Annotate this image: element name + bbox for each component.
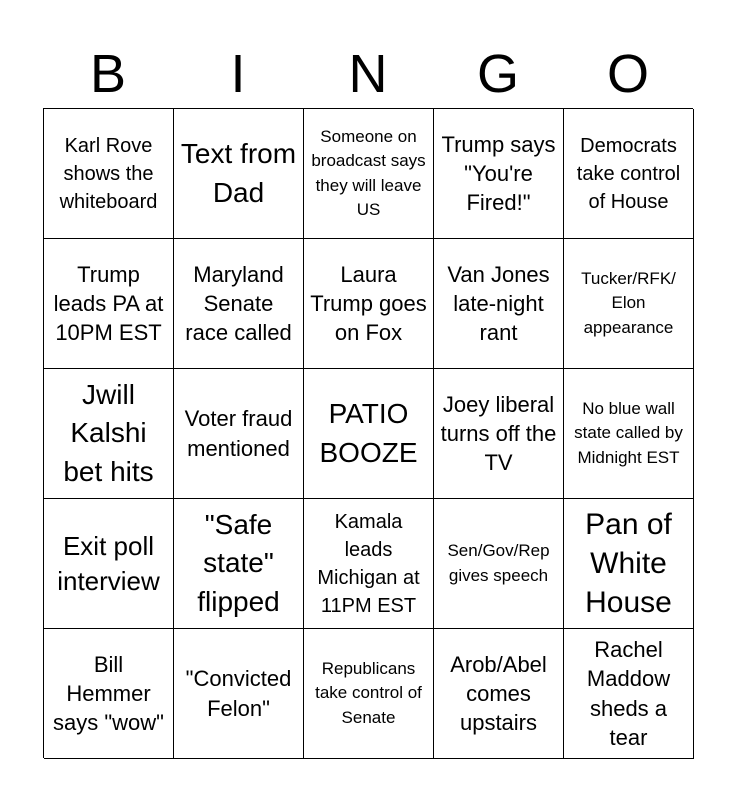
bingo-cell-r3-c3[interactable] [304,369,434,499]
bingo-cell-r4-c1[interactable] [44,499,174,629]
header-letter-o: O [606,44,649,104]
bingo-cell-text: Democrats take control of House [576,134,681,213]
bingo-cell-text: Joey liberal turns off the TV [440,391,557,476]
bingo-cell-text: Pan of White House [585,508,672,619]
bingo-cell-text: Van Jones late-night rant [447,261,550,346]
bingo-cell-text: Maryland Senate race called [185,261,292,346]
bingo-cell-text: Rachel Maddow sheds a tear [586,637,671,750]
bingo-cell-r5-c3[interactable] [304,629,434,759]
header-letter-i: I [230,44,246,104]
bingo-cell-text: PATIO BOOZE [319,398,418,468]
bingo-cell-r5-c5[interactable] [564,629,694,759]
bingo-cell-text: Arob/Abel comes upstairs [450,651,547,736]
header-letter-b: B [89,44,127,104]
bingo-cell-text: Trump leads PA at 10PM EST [53,261,164,346]
bingo-cell-r4-c4[interactable] [434,499,564,629]
bingo-cell-r2-c5[interactable] [564,239,694,369]
bingo-cell-r5-c1[interactable] [44,629,174,759]
bingo-cell-r1-c2[interactable] [174,109,304,239]
bingo-cell-r2-c2[interactable] [174,239,304,369]
bingo-cell-r3-c1[interactable] [44,369,174,499]
bingo-cell-r3-c5[interactable] [564,369,694,499]
header-letter-n: N [348,44,388,104]
bingo-cell-text: No blue wall state called by Midnight EST [574,399,683,467]
bingo-cell-text: Tucker/RFK/ Elon appearance [581,269,676,337]
bingo-cell-r3-c2[interactable] [174,369,304,499]
bingo-cell-text: Someone on broadcast says they will leave US [311,127,426,219]
bingo-card-grid [43,108,693,758]
bingo-cell-text: "Convicted Felon" [185,666,292,721]
bingo-cell-r1-c1[interactable] [44,109,174,239]
bingo-cell-r4-c3[interactable] [304,499,434,629]
bingo-cell-text: Exit poll interview [57,531,160,596]
bingo-cell-r2-c3[interactable] [304,239,434,369]
bingo-cell-text: Trump says "You're Fired!" [441,131,556,216]
bingo-cell-text: Sen/Gov/Rep gives speech [447,541,550,585]
bingo-cell-text: "Safe state" flipped [197,509,280,617]
bingo-cell-r1-c4[interactable] [434,109,564,239]
bingo-cell-r5-c4[interactable] [434,629,564,759]
header-letter-g: G [476,44,519,104]
bingo-cell-text: Jwill Kalshi bet hits [63,379,154,487]
bingo-header [43,40,693,108]
bingo-cell-r3-c4[interactable] [434,369,564,499]
bingo-cell-r1-c5[interactable] [564,109,694,239]
bingo-cell-text: Laura Trump goes on Fox [310,261,427,346]
bingo-cell-r4-c2[interactable] [174,499,304,629]
bingo-cell-r4-c5[interactable] [564,499,694,629]
bingo-cell-r1-c3[interactable] [304,109,434,239]
bingo-cell-text: Text from Dad [180,138,297,208]
bingo-cell-text: Bill Hemmer says "wow" [53,651,164,736]
bingo-cell-r5-c2[interactable] [174,629,304,759]
bingo-cell-r2-c1[interactable] [44,239,174,369]
bingo-cell-text: Republicans take control of Senate [315,659,422,727]
bingo-cell-text: Kamala leads Michigan at 11PM EST [317,510,420,617]
bingo-cell-r2-c4[interactable] [434,239,564,369]
bingo-cell-text: Voter fraud mentioned [184,406,293,461]
bingo-cell-text: Karl Rove shows the whiteboard [59,134,158,213]
